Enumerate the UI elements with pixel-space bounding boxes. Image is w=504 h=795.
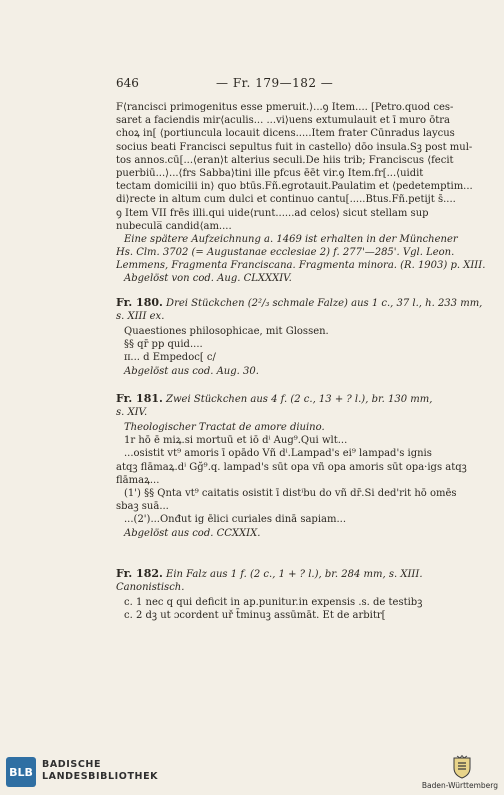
fragment-description: Ein Falz aus 1 f. (2 c., 1 + ? l.), br. 284 mm, s. XIII. <box>166 569 423 580</box>
fragment-description: Drei Stückchen (2²/₃ schmale Falze) aus 1 c., 37 l., h. 233 mm, <box>166 298 483 309</box>
text-line: ...osistit vt⁹ amoris ī opādo Vñ dⁱ.Lampad's ei⁹ lampad's ignis <box>124 448 432 460</box>
fragment-number: Fr. 181. <box>116 392 163 405</box>
fragment-text-block <box>116 101 498 286</box>
note-line: Hs. Clm. 3702 (= Augustanae ecclesiae 2) f. 277'—285'. Vgl. Leon. <box>116 247 455 259</box>
fragment-text-block <box>116 421 498 540</box>
text-line: F⟨rancisci primogenitus esse pmeruit.⟩...ꝯ Item.... [Petro.quod ces- <box>116 102 454 113</box>
text-line: Theologischer Tractat de amore diuino. <box>124 422 325 433</box>
fragment-description: Canonistisch. <box>116 581 185 593</box>
text-line: saret a faciendis mir⟨aculis... ...vi⟩uens extumulauit et ī muro ōtra <box>116 115 450 127</box>
fragment-text-block <box>116 325 498 378</box>
coat-of-arms-icon <box>452 755 472 779</box>
fragment-description: s. XIII ex. <box>116 310 165 322</box>
fragment-text-block <box>116 596 498 622</box>
text-line: c. 1 nec q qui deficit in ap.punitur.in expensis .s. de testibꝫ <box>124 597 423 608</box>
text-line: ꝯ Item VII frēs illi.qui uide⟨runt......ad celos⟩ sicut stellam sup <box>116 207 429 219</box>
text-line: ...(2')...Onđut ig ēlici curiales dinā sapiam... <box>124 514 346 526</box>
text-line: di⟩recte in altum cum dulci et continuo cantu[.....Btus.Fñ.petijt s̄.... <box>116 194 456 206</box>
text-line: (1') §§ Qnta vt⁹ caitatis osistit ī distⁱbu do vñ dr̄.Si ded'rit hō omēs <box>124 487 457 499</box>
provenance-line: Abgelöst von cod. Aug. CLXXXIV. <box>124 273 292 285</box>
text-line: atqꝫ flāmaꝝ.dⁱ Gğ⁹.q. lampad's sūt opa vñ opa amoris sūt opa·igs atqꝫ <box>116 461 467 473</box>
text-line: nubecula̅ candid⟨am.... <box>116 220 232 232</box>
note-line: Eine spätere Aufzeichnung a. 1469 ist erhalten in der Münchener <box>124 233 458 245</box>
library-name-line: BADISCHE <box>42 759 102 770</box>
provenance-line: Abgelöst aus cod. Aug. 30. <box>124 365 259 377</box>
library-name-line: LANDESBIBLIOTHEK <box>42 771 159 782</box>
fragment-number: Fr. 182. <box>116 567 163 580</box>
text-line: c. 2 dꝫ ut ɔcordent uř t̄minuꝫ assūmāt. Et de arbitr[ <box>124 610 386 622</box>
text-line: Quaestiones philosophicae, mit Glossen. <box>124 326 329 337</box>
text-line: 1r hō ē miꝝ.si mortuū et iō dⁱ Aug⁹.Qui wlt... <box>124 435 348 447</box>
text-line: tos annos.cū[...⟨eran⟩t alterius seculi.De hiis trib; Franciscus ⟨fecit <box>116 154 454 166</box>
fragment-description: s. XIV. <box>116 406 148 418</box>
text-line: puerbiū...⟩...⟨frs Sabba⟩tini ille pfcus ēēt vir.ꝯ Item.fr[...⟨uidit <box>116 167 424 179</box>
text-line: socius beati Francisci sepultus fuit in castello⟩ dōo insula.Sꝫ post mul- <box>116 141 473 153</box>
running-head: — Fr. 179—182 — <box>216 76 334 90</box>
fragment-heading <box>116 296 498 323</box>
text-line: sbaꝫ suā... <box>116 501 169 513</box>
library-footer <box>0 751 504 795</box>
logo-abbrev: BLB <box>9 765 33 779</box>
library-name <box>42 759 158 783</box>
provenance-line: Abgelöst aus cod. CCXXIX. <box>124 527 261 539</box>
text-line: tectam domicilii in⟩ quo btūs.Fñ.egrotauit.Paulatim et ⟨pedetemptim... <box>116 181 473 193</box>
text-line: §§ qr̄ pp quid.... <box>124 339 203 351</box>
text-line: choꝝ in[ ⟨portiuncula locauit dicens.....Item frater Cūnradus laycus <box>116 128 455 140</box>
library-logo <box>6 757 36 787</box>
text-line: flāmaꝝ... <box>116 474 160 486</box>
crest-label: Baden-Württemberg <box>421 781 498 790</box>
fragment-heading <box>116 567 498 594</box>
fragment-description: Zwei Stückchen aus 4 f. (2 c., 13 + ? l.), br. 130 mm, <box>166 394 433 405</box>
fragment-heading <box>116 392 498 419</box>
text-line: ɪɪ... d Empedoc[ c/ <box>124 352 216 364</box>
page-number: 646 <box>116 76 139 90</box>
page-header <box>116 76 446 90</box>
fragment-number: Fr. 180. <box>116 296 163 309</box>
note-line: Lemmens, Fragmenta Franciscana. Fragmenta minora. (R. 1903) p. XIII. <box>116 260 486 272</box>
